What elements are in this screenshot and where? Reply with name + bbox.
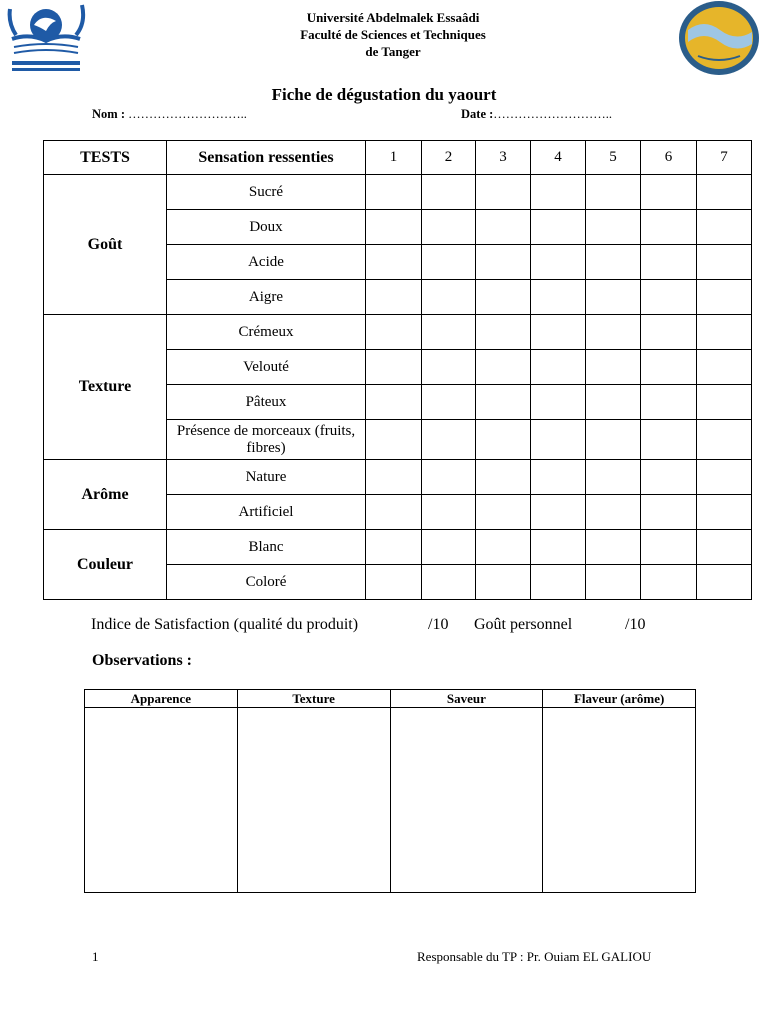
score-cell[interactable] (586, 175, 641, 210)
score-cell[interactable] (476, 565, 531, 600)
score-cell[interactable] (697, 210, 752, 245)
table-header-row (85, 690, 696, 708)
table-row (44, 530, 752, 565)
score-cell[interactable] (476, 350, 531, 385)
score-cell[interactable] (476, 315, 531, 350)
institution-header (200, 9, 586, 60)
score-cell[interactable] (422, 565, 476, 600)
score-cell[interactable] (641, 385, 697, 420)
score-cell[interactable] (697, 530, 752, 565)
score-cell[interactable] (531, 280, 586, 315)
university-logo (6, 3, 86, 75)
score-cell[interactable] (531, 210, 586, 245)
score-cell[interactable] (531, 245, 586, 280)
sensation-label: Présence de morceaux (fruits, fibres) (167, 420, 366, 460)
score-cell[interactable] (366, 565, 422, 600)
score-cell[interactable] (366, 315, 422, 350)
obs-header-texture: Texture (237, 690, 390, 708)
obs-header-apparence: Apparence (85, 690, 238, 708)
score-cell[interactable] (476, 385, 531, 420)
category-arome: Arôme (44, 460, 167, 530)
score-cell[interactable] (641, 210, 697, 245)
score-cell[interactable] (697, 385, 752, 420)
category-gout: Goût (44, 175, 167, 315)
score-cell[interactable] (641, 495, 697, 530)
score-cell[interactable] (366, 530, 422, 565)
score-cell[interactable] (641, 315, 697, 350)
score-cell[interactable] (366, 350, 422, 385)
score-cell[interactable] (476, 530, 531, 565)
score-cell[interactable] (422, 420, 476, 460)
score-cell[interactable] (586, 350, 641, 385)
score-cell[interactable] (531, 460, 586, 495)
score-cell[interactable] (422, 315, 476, 350)
satisfaction-score[interactable]: /10 (428, 616, 449, 633)
sensation-label: Aigre (167, 280, 366, 315)
satisfaction-label: Indice de Satisfaction (qualité du produit) (91, 616, 359, 633)
observations-table (84, 689, 696, 893)
name-field[interactable] (92, 107, 247, 122)
city-name: de Tanger (365, 44, 421, 59)
score-cell[interactable] (476, 245, 531, 280)
date-field[interactable] (461, 107, 612, 122)
personal-taste-label: Goût personnel (474, 616, 573, 633)
observations-heading: Observations : (92, 652, 192, 669)
date-dots: ……………………….. (493, 107, 613, 121)
sensation-label: Acide (167, 245, 366, 280)
header-sensation: Sensation ressenties (167, 141, 366, 175)
document-title: Fiche de dégustation du yaourt (271, 85, 497, 104)
table-row (85, 708, 696, 893)
page-number: 1 (92, 949, 99, 964)
score-cell[interactable] (422, 460, 476, 495)
score-cell[interactable] (422, 280, 476, 315)
score-cell[interactable] (697, 315, 752, 350)
score-cell[interactable] (586, 210, 641, 245)
score-cell[interactable] (586, 530, 641, 565)
score-cell[interactable] (366, 460, 422, 495)
score-cell[interactable] (697, 245, 752, 280)
sensation-label: Sucré (167, 175, 366, 210)
score-cell[interactable] (366, 385, 422, 420)
score-cell[interactable] (586, 280, 641, 315)
score-cell[interactable] (476, 210, 531, 245)
score-cell[interactable] (531, 385, 586, 420)
responsible-credit: Responsable du TP : Pr. Ouiam EL GALIOU (417, 949, 652, 964)
score-cell[interactable] (531, 420, 586, 460)
score-cell[interactable] (476, 175, 531, 210)
header-col-5: 5 (586, 141, 641, 175)
score-cell[interactable] (531, 565, 586, 600)
score-cell[interactable] (586, 315, 641, 350)
score-cell[interactable] (531, 315, 586, 350)
header-col-6: 6 (641, 141, 697, 175)
header-col-4: 4 (531, 141, 586, 175)
score-cell[interactable] (641, 280, 697, 315)
header-col-3: 3 (476, 141, 531, 175)
score-cell[interactable] (697, 460, 752, 495)
score-cell[interactable] (641, 175, 697, 210)
score-cell[interactable] (586, 420, 641, 460)
date-label: Date : (461, 107, 494, 121)
score-cell[interactable] (697, 420, 752, 460)
score-cell[interactable] (366, 245, 422, 280)
score-cell[interactable] (586, 245, 641, 280)
category-couleur: Couleur (44, 530, 167, 600)
faculty-emblem (678, 0, 760, 76)
faculty-name: Faculté de Sciences et Techniques (300, 27, 486, 42)
score-cell[interactable] (476, 495, 531, 530)
score-cell[interactable] (422, 210, 476, 245)
score-cell[interactable] (697, 350, 752, 385)
score-cell[interactable] (531, 175, 586, 210)
score-cell[interactable] (641, 245, 697, 280)
score-cell[interactable] (586, 385, 641, 420)
score-cell[interactable] (531, 350, 586, 385)
score-cell[interactable] (366, 420, 422, 460)
score-cell[interactable] (422, 245, 476, 280)
table-row (44, 460, 752, 495)
score-cell[interactable] (586, 565, 641, 600)
score-cell[interactable] (697, 175, 752, 210)
sensation-label: Nature (167, 460, 366, 495)
score-cell[interactable] (531, 530, 586, 565)
score-cell[interactable] (366, 210, 422, 245)
score-cell[interactable] (531, 495, 586, 530)
sensation-label: Pâteux (167, 385, 366, 420)
obs-cell-saveur[interactable] (390, 708, 543, 893)
sensation-label: Artificiel (167, 495, 366, 530)
sensation-label: Doux (167, 210, 366, 245)
score-cell[interactable] (476, 420, 531, 460)
score-cell[interactable] (366, 175, 422, 210)
header-tests: TESTS (44, 141, 167, 175)
obs-cell-apparence[interactable] (85, 708, 238, 893)
score-cell[interactable] (422, 495, 476, 530)
name-dots: ……………………….. (124, 107, 247, 121)
score-cell[interactable] (366, 495, 422, 530)
score-cell[interactable] (476, 280, 531, 315)
sensation-label: Coloré (167, 565, 366, 600)
personal-taste-score[interactable]: /10 (625, 616, 646, 633)
score-cell[interactable] (422, 385, 476, 420)
obs-header-flaveur: Flaveur (arôme) (543, 690, 696, 708)
score-cell[interactable] (476, 460, 531, 495)
score-cell[interactable] (697, 495, 752, 530)
name-label: Nom : (92, 107, 125, 121)
score-cell[interactable] (697, 565, 752, 600)
header-col-1: 1 (366, 141, 422, 175)
table-row (44, 315, 752, 350)
score-cell[interactable] (641, 460, 697, 495)
university-name: Université Abdelmalek Essaâdi (306, 10, 480, 25)
score-cell[interactable] (641, 530, 697, 565)
score-cell[interactable] (422, 350, 476, 385)
score-cell[interactable] (641, 350, 697, 385)
score-cell[interactable] (586, 460, 641, 495)
obs-header-saveur: Saveur (390, 690, 543, 708)
obs-cell-flaveur[interactable] (543, 708, 696, 893)
header-col-2: 2 (422, 141, 476, 175)
score-cell[interactable] (641, 420, 697, 460)
tasting-table (43, 140, 752, 600)
header-col-7: 7 (697, 141, 752, 175)
score-cell[interactable] (641, 565, 697, 600)
sensation-label: Velouté (167, 350, 366, 385)
score-cell[interactable] (697, 280, 752, 315)
table-header-row (44, 141, 752, 175)
obs-cell-texture[interactable] (237, 708, 390, 893)
score-cell[interactable] (422, 175, 476, 210)
score-cell[interactable] (366, 280, 422, 315)
sensation-label: Blanc (167, 530, 366, 565)
table-row (44, 175, 752, 210)
sensation-label: Crémeux (167, 315, 366, 350)
score-cell[interactable] (586, 495, 641, 530)
score-cell[interactable] (422, 530, 476, 565)
category-texture: Texture (44, 315, 167, 460)
